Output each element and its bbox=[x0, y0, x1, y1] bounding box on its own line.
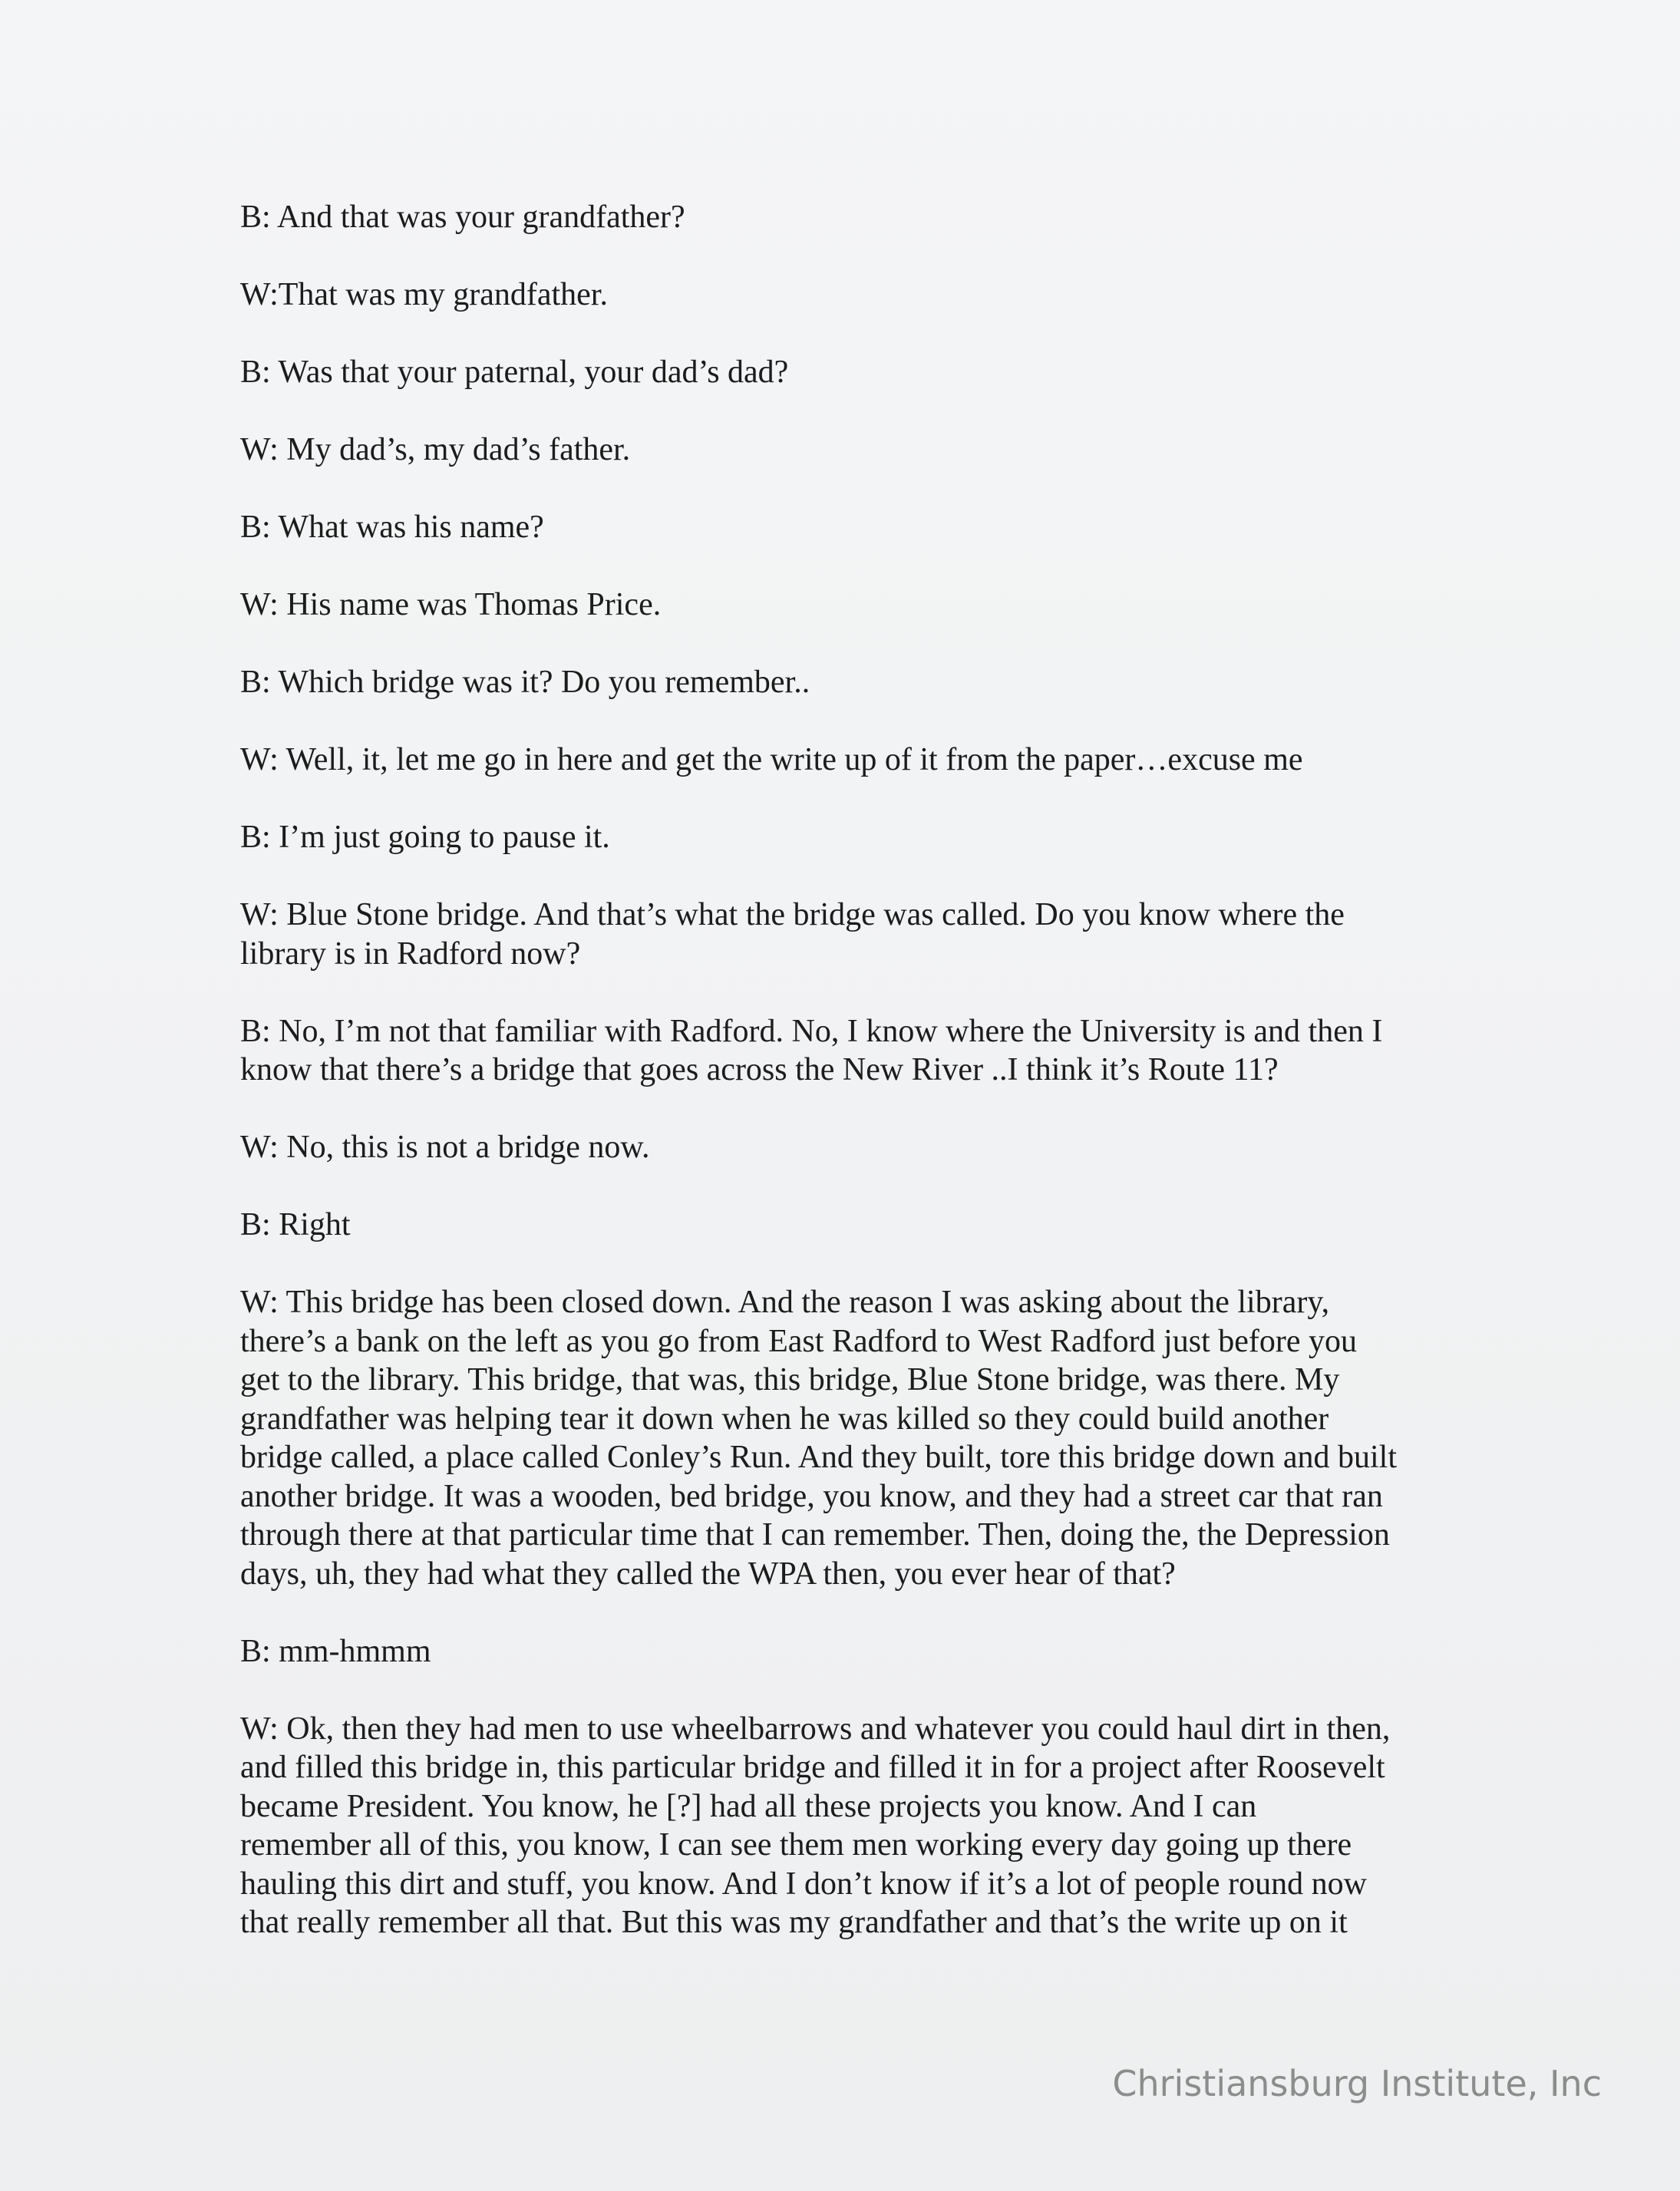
transcript-line: know that there’s a bridge that goes across the New River ..I think it’s Route 11? bbox=[240, 1052, 1279, 1087]
transcript-paragraph bbox=[240, 818, 1484, 857]
transcript-line: W: Well, it, let me go in here and get the write up of it from the paper…excuse me bbox=[240, 742, 1303, 777]
transcript-line: days, uh, they had what they called the WPA then, you ever hear of that? bbox=[240, 1556, 1176, 1592]
transcript-line: grandfather was helping tear it down when he was killed so they could build another bbox=[240, 1401, 1329, 1437]
transcript-paragraph bbox=[240, 586, 1484, 625]
transcript-line: B: Which bridge was it? Do you remember.. bbox=[240, 665, 810, 700]
transcript-line: B: Was that your paternal, your dad’s dad? bbox=[240, 355, 789, 390]
transcript-line: W: No, this is not a bridge now. bbox=[240, 1130, 650, 1165]
transcript-line: W: Ok, then they had men to use wheelbarrows and whatever you could haul dirt in then, bbox=[240, 1711, 1391, 1747]
transcript-paragraph bbox=[240, 1206, 1484, 1245]
transcript-paragraph bbox=[240, 663, 1484, 702]
transcript-line: B: I’m just going to pause it. bbox=[240, 820, 610, 855]
interview-transcript bbox=[240, 198, 1484, 1981]
transcript-line: became President. You know, he [?] had all these projects you know. And I can bbox=[240, 1788, 1257, 1824]
transcript-line: remember all of this, you know, I can see them men working every day going up there bbox=[240, 1827, 1352, 1863]
transcript-line: B: mm-hmmm bbox=[240, 1633, 431, 1669]
transcript-line: W:That was my grandfather. bbox=[240, 277, 608, 312]
transcript-line: B: No, I’m not that familiar with Radford. No, I know where the University is and then I bbox=[240, 1013, 1383, 1049]
transcript-line: there’s a bank on the left as you go from East Radford to West Radford just before you bbox=[240, 1323, 1357, 1359]
transcript-paragraph bbox=[240, 896, 1484, 973]
transcript-line: B: What was his name? bbox=[240, 510, 544, 545]
transcript-line: W: Blue Stone bridge. And that’s what the bridge was called. Do you know where the bbox=[240, 897, 1345, 932]
transcript-paragraph bbox=[240, 1632, 1484, 1671]
transcript-line: through there at that particular time that I can remember. Then, doing the, the Depression bbox=[240, 1517, 1390, 1553]
watermark: Christiansburg Institute, Inc bbox=[1112, 2063, 1602, 2104]
transcript-line: that really remember all that. But this was my grandfather and that’s the write up on it bbox=[240, 1905, 1348, 1940]
transcript-paragraph bbox=[240, 431, 1484, 470]
transcript-paragraph bbox=[240, 1128, 1484, 1167]
transcript-paragraph bbox=[240, 276, 1484, 315]
transcript-line: library is in Radford now? bbox=[240, 935, 581, 972]
transcript-paragraph bbox=[240, 1283, 1484, 1593]
transcript-line: another bridge. It was a wooden, bed bridge, you know, and they had a street car that ran bbox=[240, 1478, 1383, 1514]
transcript-line: get to the library. This bridge, that was, this bridge, Blue Stone bridge, was there. My bbox=[240, 1362, 1340, 1397]
transcript-paragraph bbox=[240, 508, 1484, 547]
transcript-paragraph bbox=[240, 1710, 1484, 1942]
transcript-line: B: Right bbox=[240, 1207, 351, 1242]
transcript-line: W: This bridge has been closed down. And the reason I was asking about the library, bbox=[240, 1285, 1330, 1320]
transcript-line: B: And that was your grandfather? bbox=[240, 200, 685, 235]
transcript-line: bridge called, a place called Conley’s Run. And they built, tore this bridge down and built bbox=[240, 1440, 1397, 1475]
transcript-paragraph bbox=[240, 198, 1484, 237]
transcript-line: W: My dad’s, my dad’s father. bbox=[240, 432, 631, 467]
transcript-paragraph bbox=[240, 1012, 1484, 1090]
transcript-line: hauling this dirt and stuff, you know. And I don’t know if it’s a lot of people round now bbox=[240, 1866, 1367, 1902]
transcript-line: and filled this bridge in, this particular bridge and filled it in for a project after Roosevelt bbox=[240, 1750, 1385, 1785]
transcript-paragraph bbox=[240, 741, 1484, 780]
transcript-paragraph bbox=[240, 353, 1484, 392]
transcript-line: W: His name was Thomas Price. bbox=[240, 587, 662, 622]
